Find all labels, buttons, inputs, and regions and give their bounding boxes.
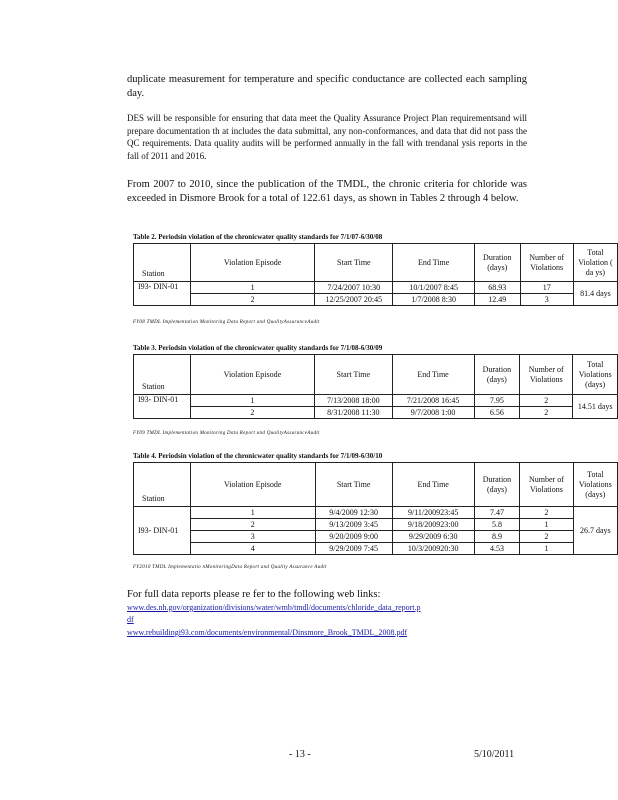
table2-header-row xyxy=(134,244,618,282)
table2-source: FY08 TMDL Implementation Monitoring Data Report and QualityAssuranceAudit xyxy=(133,320,320,325)
episode-cell: 2 xyxy=(190,407,314,419)
header-end: End Time xyxy=(392,355,474,395)
table4-source: FY2010 TMDL Implementatio nMonitoringData Report and Quality Assurance Audit xyxy=(133,565,327,570)
end-cell: 9/29/2009 6:30 xyxy=(392,531,474,543)
duration-cell: 4.53 xyxy=(474,543,520,555)
episode-cell: 4 xyxy=(190,543,315,555)
duration-cell: 5.8 xyxy=(474,519,520,531)
paragraph-chloride-exceedance: From 2007 to 2010, since the publication of the TMDL, the chronic criteria for chloride was exceeded in Dismore Brook for a total of 122.61 days, as shown in Tables 2 through 4 below. xyxy=(127,179,527,205)
header-end: End Time xyxy=(393,244,475,282)
page-number: - 13 - xyxy=(289,749,311,760)
table-row xyxy=(134,543,618,555)
end-cell: 9/11/200923:45 xyxy=(392,507,474,519)
header-end: End Time xyxy=(392,463,474,507)
page-date: 5/10/2011 xyxy=(474,749,515,760)
number-cell: 3 xyxy=(520,294,573,306)
number-cell: 2 xyxy=(520,531,573,543)
start-cell: 7/24/2007 10:30 xyxy=(315,282,393,294)
header-start: Start Time xyxy=(315,355,393,395)
duration-cell: 7.47 xyxy=(474,507,520,519)
table3-header-row xyxy=(134,355,618,395)
start-cell: 9/29/2009 7:45 xyxy=(315,543,392,555)
table3 xyxy=(133,354,618,419)
header-number: Number of Violations xyxy=(520,463,573,507)
table-row xyxy=(134,507,618,519)
table4-caption: Table 4. Periodsin violation of the chronicwater quality standards for 7/1/09-6/30/10 xyxy=(133,452,383,460)
table2-caption: Table 2. Periodsin violation of the chronicwater quality standards for 7/1/07-6/30/08 xyxy=(133,233,383,241)
start-cell: 7/13/2008 18:00 xyxy=(315,395,393,407)
start-cell: 8/31/2008 11:30 xyxy=(315,407,393,419)
total-cell: 81.4 days xyxy=(573,282,617,306)
table3-caption: Table 3. Periodsin violation of the chronicwater quality standards for 7/1/08-6/30/09 xyxy=(133,344,383,352)
number-cell: 2 xyxy=(520,407,573,419)
header-total: Total Violations (days) xyxy=(573,355,618,395)
episode-cell: 2 xyxy=(190,294,314,306)
header-number: Number of Violations xyxy=(520,244,573,282)
number-cell: 1 xyxy=(520,543,573,555)
number-cell: 2 xyxy=(520,395,573,407)
duration-cell: 7.95 xyxy=(474,395,520,407)
table-row xyxy=(134,519,618,531)
paragraph-sampling: duplicate measurement for temperature and specific conductance are collected each sampling day. xyxy=(127,74,527,99)
table-row xyxy=(134,294,618,306)
duration-cell: 12.49 xyxy=(474,294,520,306)
header-start: Start Time xyxy=(315,244,393,282)
link-chloride-data-report[interactable]: www.des.nh.gov/organization/divisions/water/wmb/tmdl/documents/chloride_data_report.p xyxy=(127,603,421,612)
header-total: Total Violation ( da ys) xyxy=(573,244,617,282)
header-station: Station xyxy=(134,355,191,395)
table-row xyxy=(134,282,618,294)
header-start: Start Time xyxy=(315,463,392,507)
episode-cell: 2 xyxy=(190,519,315,531)
start-cell: 9/20/2009 9:00 xyxy=(315,531,392,543)
start-cell: 12/25/2007 20:45 xyxy=(315,294,393,306)
episode-cell: 3 xyxy=(190,531,315,543)
duration-cell: 6.56 xyxy=(474,407,520,419)
table4-header-row xyxy=(134,463,618,507)
header-station: Station xyxy=(134,244,191,282)
header-number: Number of Violations xyxy=(520,355,573,395)
episode-cell: 1 xyxy=(190,507,315,519)
table2 xyxy=(133,243,618,306)
total-cell: 26.7 days xyxy=(573,507,617,555)
header-episode: Violation Episode xyxy=(190,244,314,282)
header-duration: Duration (days) xyxy=(474,355,520,395)
station-cell: I93- DIN-01 xyxy=(134,507,191,555)
table-row xyxy=(134,395,618,407)
end-cell: 7/21/2008 16:45 xyxy=(392,395,474,407)
table4 xyxy=(133,462,618,555)
number-cell: 1 xyxy=(520,519,573,531)
end-cell: 1/7/2008 8:30 xyxy=(393,294,475,306)
end-cell: 9/7/2008 1:00 xyxy=(392,407,474,419)
number-cell: 2 xyxy=(520,507,573,519)
total-cell: 14.51 days xyxy=(573,395,618,419)
table-row xyxy=(134,531,618,543)
start-cell: 9/4/2009 12:30 xyxy=(315,507,392,519)
header-episode: Violation Episode xyxy=(190,463,315,507)
episode-cell: 1 xyxy=(190,395,314,407)
start-cell: 9/13/2009 3:45 xyxy=(315,519,392,531)
number-cell: 17 xyxy=(520,282,573,294)
duration-cell: 8.9 xyxy=(474,531,520,543)
end-cell: 10/3/200920:30 xyxy=(392,543,474,555)
episode-cell: 1 xyxy=(190,282,314,294)
end-cell: 10/1/2007 8:45 xyxy=(393,282,475,294)
station-cell: I93- DIN-01 xyxy=(134,282,191,306)
link-dinsmore-brook-tmdl[interactable]: www.rebuildingi93.com/documents/environmental/Dinsmore_Brook_TMDL_2008.pdf xyxy=(127,628,408,637)
paragraph-quality-assurance: DES will be responsible for ensuring that data meet the Quality Assurance Project Plan requirementsand will prepare documentation th at includes the data submittal, any non-conformances, and data that did not pass the QC requirements. Data quality audits will be performed annually in the fall with trendanal ysis reports in the fall of 2011 and 2016. xyxy=(127,113,527,161)
station-cell: I93- DIN-01 xyxy=(134,395,191,419)
table3-source: FY09 TMDL Implementation Monitoring Data Report and QualityAssuranceAudit xyxy=(133,431,320,436)
table-row xyxy=(134,407,618,419)
end-cell: 9/18/200923:00 xyxy=(392,519,474,531)
header-duration: Duration (days) xyxy=(474,244,520,282)
header-station: Station xyxy=(134,463,191,507)
paragraph-web-links: For full data reports please re fer to the following web links: xyxy=(127,589,381,600)
header-duration: Duration (days) xyxy=(474,463,520,507)
header-total: Total Violations (days) xyxy=(573,463,617,507)
link-chloride-data-report-continued[interactable]: df xyxy=(127,615,134,624)
header-episode: Violation Episode xyxy=(190,355,314,395)
duration-cell: 68.93 xyxy=(474,282,520,294)
